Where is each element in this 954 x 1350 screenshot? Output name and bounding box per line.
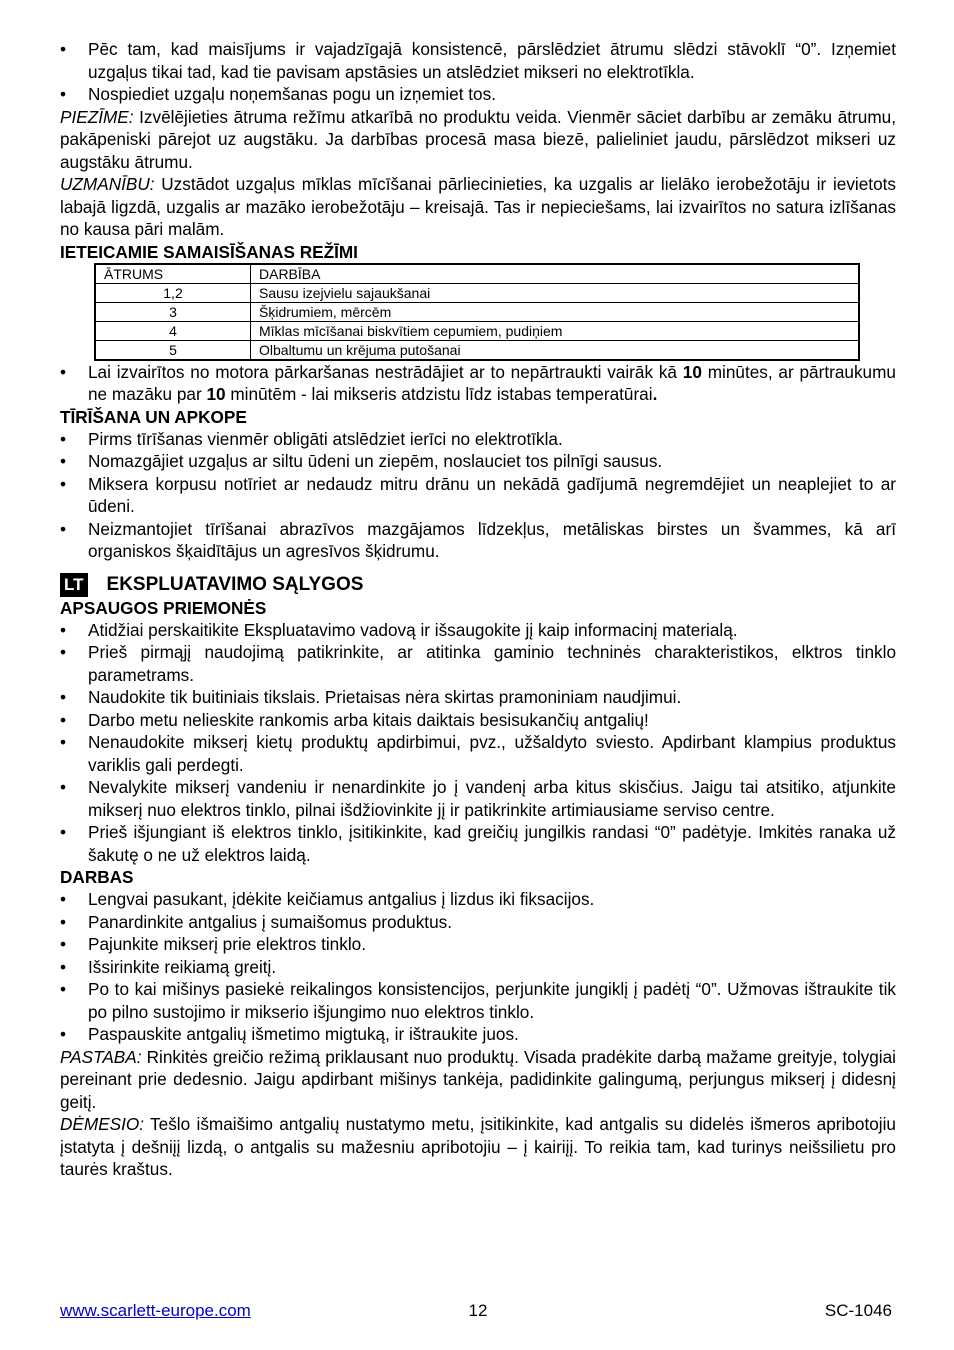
table-row (95, 340, 859, 360)
lt-attention (60, 1113, 896, 1181)
lv-bullets-top (60, 38, 896, 106)
lv-attention-label: UZMANĪBU: (60, 174, 155, 194)
website-link[interactable]: www.scarlett-europe.com (60, 1301, 251, 1320)
list-item (60, 361, 896, 406)
lt-note-text: Rinkitės greičio režimą priklausant nuo produktų. Visada pradėkite darbą mažame greityje, tolygiai pereinant prie dedesnio. Jaigu apdirbant mišinys tankėja, padidinkite galingumą, perjungus mikserį į didesnį geitį. (60, 1046, 896, 1112)
table-row (95, 283, 859, 302)
lv-attention (60, 173, 896, 241)
lt-attention-text: Tešlo išmaišimo antgalių nustatymo metu, įsitikinkite, kad antgalis su didelės išmeros apribotojiu įstatyta į dešniįį lizdą, o antgalis su mažesniu apribotojiu – į kairiįį. To reikia tam, kad turinys neišsilietu pro taurės kraštus. (60, 1114, 896, 1179)
lv-modes-heading: IETEICAMIE SAMAISĪŠANAS REŽĪMI (60, 241, 358, 262)
list-item: • Atidžiai perskaitikite Ekspluatavimo vadovą ir išsaugokite jį kaip informacinį materialą. (60, 619, 896, 642)
lt-note (60, 1046, 896, 1114)
overheat-number-1: 10 (682, 361, 702, 382)
lt-language-badge: LT (60, 573, 88, 597)
table-header-action: DARBĪBA (251, 264, 860, 284)
page-content (60, 38, 896, 1181)
list-item: • Prieš išjungiant iš elektros tinklo, įsitikinkite, kad greičių jungilkis randasi “0” padėtyje. Imkitės ranaka už šakutę o ne už elektros laidą. (60, 821, 896, 866)
table-row (95, 321, 859, 340)
lv-note (60, 106, 896, 174)
lv-note-text: Izvēlējieties ātruma režīmu atkarībā no produktu veida. Vienmēr sāciet darbību ar zemāku ātrumu, pakāpeniski pārejot uz augstāku. Ja darbības procesā masa biezē, palieliniet jaudu, pārslēdzot mikseri uz augstāku ātrumu. (60, 106, 896, 172)
table-header-row (95, 264, 859, 284)
list-item: • Nevalykite mikserį vandeniu ir nenardinkite jo į vandenį arba kitus skisčius. Jaigu tai atsitiko, atjunkite mikserį nuo elektros tinklo, pilnai išdžiovinkite jį ir patikrinkite artimiausiame serviso centre. (60, 776, 896, 821)
list-item: • Nospiediet uzgaļu noņemšanas pogu un izņemiet tos. (60, 83, 896, 106)
lv-overheat-list (60, 361, 896, 406)
list-item: • Po to kai mišinys pasiekė reikalingos konsistencijos, perjunkite jungiklį į padėtį “0”. Užmovas ištraukite tik po pilno sustojimo ir mikserio išjungimo nuo elektros tinklo. (60, 978, 896, 1023)
overheat-text-2: minūtes, ar pārtraukumu ne mazāku par (88, 361, 896, 404)
table-cell-action: Olbaltumu un krējuma putošanai (251, 340, 860, 360)
list-item: • Lengvai pasukant, įdėkite keičiamus antgalius į lizdus iki fiksacijos. (60, 888, 896, 911)
overheat-end: . (652, 384, 658, 404)
lt-work-heading: DARBAS (60, 867, 134, 887)
table-cell-speed: 3 (95, 302, 251, 321)
table-cell-action: Sausu izejvielu sajaukšanai (251, 283, 860, 302)
list-item: • Išsirinkite reikiamą greitį. (60, 956, 896, 979)
list-item: • Nenaudokite mikserį kietų produktų apdirbimui, pvz., užšaldyto sviesto. Apdirbant klampius produktus variklis gali perdegti. (60, 731, 896, 776)
model-number: SC-1046 (824, 1301, 892, 1320)
overheat-text-3: minūtēm - lai mikseris atdzistu līdz istabas temperatūrai (225, 384, 653, 404)
lt-section-header (60, 573, 896, 597)
list-item: • Miksera korpusu notīriet ar nedaudz mitru drānu un nekādā gadījumā negremdējiet un neaplejiet to ar ūdeni. (60, 473, 896, 518)
lv-cleaning-list (60, 428, 896, 563)
lv-note-label: PIEZĪME: (60, 106, 134, 127)
table-cell-action: Mīklas mīcīšanai biskvītiem cepumiem, pudiņiem (251, 321, 860, 340)
list-item: • Pajunkite mikserį prie elektros tinklo. (60, 933, 896, 956)
list-item: • Pirms tīrīšanas vienmēr obligāti atslēdziet ierīci no elektrotīkla. (60, 428, 896, 451)
page-footer (60, 1300, 896, 1322)
lv-cleaning-heading: TĪRĪŠANA UN APKOPE (60, 406, 247, 427)
page-number: 12 (468, 1301, 488, 1320)
lt-attention-label: DĖMESIO: (60, 1114, 145, 1134)
lt-note-label: PASTABA: (60, 1046, 142, 1067)
list-item: • Pēc tam, kad maisījums ir vajadzīgajā konsistencē, pārslēdziet ātrumu slēdzi stāvoklī “0”. Izņemiet uzgaļus tikai tad, kad tie pavisam apstāsies un atslēdziet mikseri no elektrotīkla. (60, 38, 896, 83)
table-cell-speed: 1,2 (95, 283, 251, 302)
list-item: • Prieš pirmąjį naudojimą patikrinkite, ar atitinka gaminio techninės charakteristikos, elktros tinklo parametrams. (60, 641, 896, 686)
table-cell-speed: 4 (95, 321, 251, 340)
lt-safety-list (60, 619, 896, 867)
list-item: • Naudokite tik buitiniais tikslais. Prietaisas nėra skirtas pramoniniam naudjimui. (60, 686, 896, 709)
lv-attention-text: Uzstādot uzgaļus mīklas mīcīšanai pārliecinieties, ka uzgalis ar lielāko ierobežotāju ir ievietots labajā ligzdā, uzgalis ar mazāko ierobežotāju – kreisajā. Tas ir nepieciešams, lai izvairītos no satura izlīšanas no kausa pāri malām. (60, 174, 896, 239)
list-item: • Paspauskite antgalių išmetimo migtuką, ir ištraukite juos. (60, 1023, 896, 1046)
table-cell-speed: 5 (95, 340, 251, 360)
table-cell-action: Šķidrumiem, mērcēm (251, 302, 860, 321)
overheat-number-2: 10 (206, 384, 226, 404)
lt-safety-heading: APSAUGOS PRIEMONĖS (60, 597, 267, 618)
lt-work-list (60, 888, 896, 1046)
lt-section-title: EKSPLUATAVIMO SĄLYGOS (106, 573, 364, 595)
list-item: • Neizmantojiet tīrīšanai abrazīvos mazgājamos līdzekļus, metāliskas birstes un švammes, kā arī organiskos šķaidītājus un agresīvos šķidrumu. (60, 518, 896, 563)
speed-table (94, 263, 860, 361)
list-item: • Nomazgājiet uzgaļus ar siltu ūdeni un ziepēm, noslauciet tos pilnīgi sausus. (60, 450, 896, 473)
list-item: • Darbo metu nelieskite rankomis arba kitais daiktais besisukančių antgalių! (60, 709, 896, 732)
table-header-speed: ĀTRUMS (95, 264, 251, 284)
table-row (95, 302, 859, 321)
overheat-text-1: Lai izvairītos no motora pārkaršanas nestrādājiet ar to nepārtraukti vairāk kā (88, 361, 683, 382)
list-item: • Panardinkite antgalius į sumaišomus produktus. (60, 911, 896, 934)
